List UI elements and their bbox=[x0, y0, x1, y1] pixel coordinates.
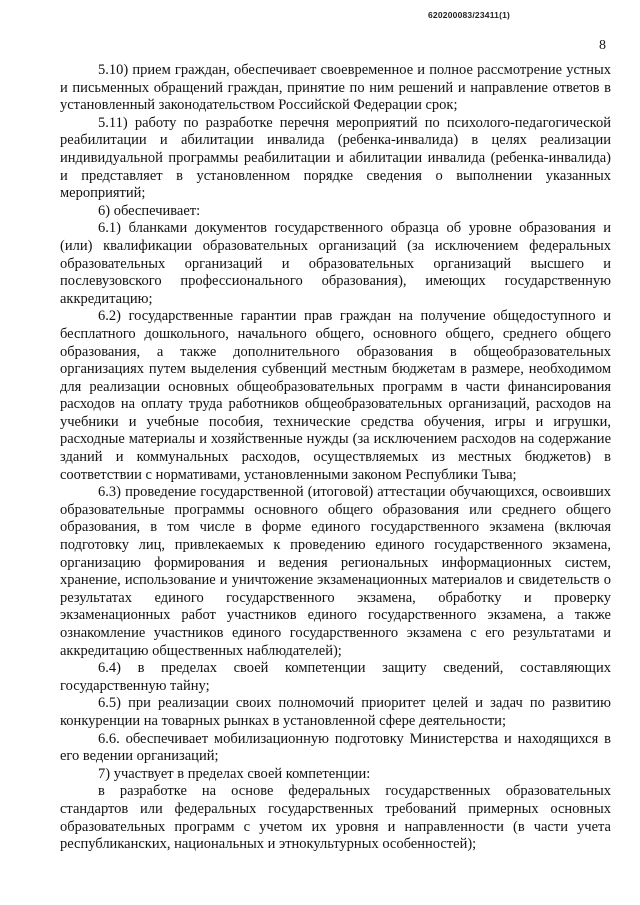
page-number: 8 bbox=[599, 38, 606, 53]
paragraph-6-5: 6.5) при реализации своих полномочий приоритет целей и задач по развитию конкуренции на товарных рынках в установленной сфере деятельности; bbox=[60, 695, 611, 729]
paragraph-5-10: 5.10) прием граждан, обеспечивает своевременное и полное рассмотрение устных и письменных обращений граждан, принятие по ним решений и направление ответов в установленный законодательством Российской Федерации срок; bbox=[60, 62, 611, 114]
paragraph-6-4: 6.4) в пределах своей компетенции защиту сведений, составляющих государственную тайну; bbox=[60, 660, 611, 694]
paragraph-6: 6) обеспечивает: bbox=[98, 202, 201, 219]
document-body bbox=[60, 62, 611, 854]
document-id: 620200083/23411(1) bbox=[428, 10, 511, 20]
paragraph-6-1: 6.1) бланками документов государственного образца об уровне образования и (или) квалификации образовательных организаций (за исключением федеральных образовательных организаций и образовательных организаций высшего и послевузовского профессионального образования), имеющих государственную аккредитацию; bbox=[60, 220, 611, 307]
paragraph-5-11: 5.11) работу по разработке перечня мероприятий по психолого-педагогической реабилитации и абилитации инвалида (ребенка-инвалида) в целях реализации индивидуальной программы реабилитации и абилитации инвалида (ребенка-инвалида) и представляет в установленном порядке сведения о выполнении указанных мероприятий; bbox=[60, 114, 611, 202]
paragraph-6-3: 6.3) проведение государственной (итоговой) аттестации обучающихся, освоивших образовательные программы основного общего образования или среднего общего образования, в том числе в форме единого государственного экзамена (включая подготовку лиц, привлекаемых к проведению единого государственного экзамена, организацию формирования и ведения региональных информационных систем, хранение, использование и уничтожение экзаменационных материалов и свидетельств о результатах единого государственного экзамена, обработку и проверку экзаменационных работ участников единого государственного экзамена, а также ознакомление участников единого государственного экзамена с его результатами и аккредитацию общественных наблюдателей); bbox=[60, 484, 611, 659]
paragraph-6-2: 6.2) государственные гарантии прав граждан на получение общедоступного и бесплатного дошкольного, начального общего, основного общего, среднего общего образования, а также дополнительного образования в общеобразовательных организациях путем выделения субвенций местным бюджетам в размере, необходимом для реализации основных общеобразовательных программ в части финансирования расходов на оплату труда работников общеобразовательных организаций, расходов на учебники и учебные пособия, технические средства обучения, игры и игрушки, расходные материалы и хозяйственные нужды (за исключением расходов на содержание зданий и коммунальных расходов, осуществляемых из местных бюджетов) в соответствии с нормативами, установленными законом Республики Тыва; bbox=[60, 308, 611, 483]
paragraph-6-6: 6.6. обеспечивает мобилизационную подготовку Министерства и находящихся в его ведении организаций; bbox=[60, 730, 611, 765]
paragraph-7-item: в разработке на основе федеральных государственных образовательных стандартов или федеральных государственных требований примерных основных образовательных программ с учетом их уровня и направленности (в части учета республиканских, национальных и этнокультурных особенностей); bbox=[60, 783, 611, 853]
paragraph-7: 7) участвует в пределах своей компетенции: bbox=[98, 765, 371, 782]
